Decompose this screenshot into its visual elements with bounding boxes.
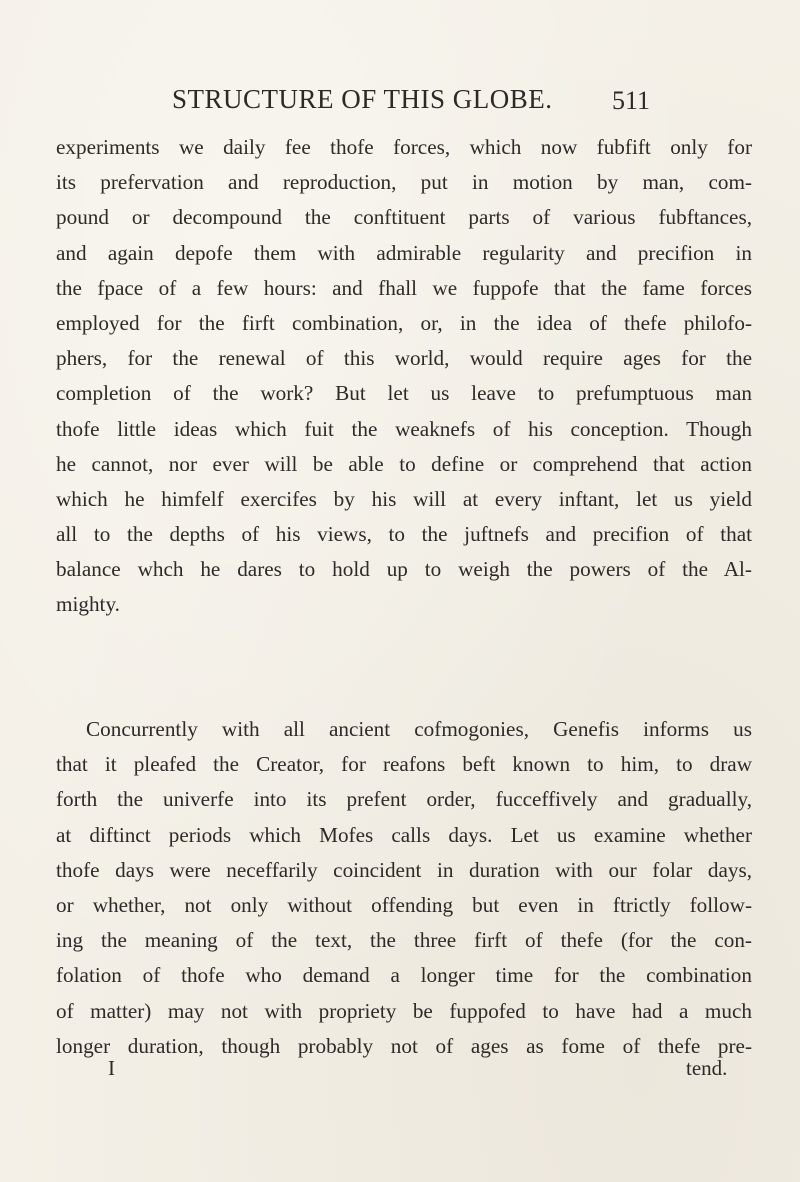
paragraph-2 [56,712,752,1064]
text-line: mighty. [56,592,120,617]
page-number: 511 [612,86,651,115]
text-line: of matter) may not with propriety be fuppofed to have had a much [56,998,752,1023]
text-line: Concurrently with all ancient cofmogonies, Genefis informs us [86,717,752,741]
text-line: its prefervation and reproduction, put in motion by man, com- [56,170,752,195]
text-line: longer duration, though probably not of ages as fome of thefe pre- [56,1033,752,1058]
signature-mark: I [108,1056,115,1080]
text-line: experiments we daily fee thofe forces, which now fubfift only for [56,135,752,159]
paragraph-1 [56,130,752,623]
text-line: thofe little ideas which fuit the weaknefs of his conception. Though [56,416,752,441]
text-line: balance whch he dares to hold up to weigh the powers of the Al- [56,557,752,582]
running-title: STRUCTURE OF THIS GLOBE. [172,84,553,114]
text-line: folation of thofe who demand a longer time for the combination [56,963,752,988]
text-line: thofe days were neceffarily coincident in duration with our folar days, [56,857,752,882]
text-line: ing the meaning of the text, the three firft of thefe (for the con- [56,928,752,953]
text-line: or whether, not only without offending but even in ftrictly follow- [56,892,752,917]
text-line: phers, for the renewal of this world, would require ages for the [56,346,752,371]
text-line: pound or decompound the conftituent parts of various fubftances, [56,205,752,230]
text-line: he cannot, nor ever will be able to define or comprehend that action [56,451,752,476]
page-footer [0,1050,800,1086]
text-line: completion of the work? But let us leave to prefumptuous man [56,381,752,406]
text-line: forth the univerfe into its prefent order, fucceffively and gradually, [56,787,752,812]
text-line: which he himfelf exercifes by his will at every inftant, let us yield [56,486,752,511]
text-line: the fpace of a few hours: and fhall we fuppofe that the fame forces [56,275,752,300]
text-line: and again depofe them with admirable regularity and precifion in [56,240,752,265]
catchword: tend. [686,1056,728,1080]
text-line: employed for the firft combination, or, in the idea of thefe philofo- [56,310,752,335]
text-line: that it pleafed the Creator, for reafons beft known to him, to draw [56,752,752,777]
text-line: at diftinct periods which Mofes calls days. Let us examine whether [56,822,752,847]
text-line: all to the depths of his views, to the juftnefs and precifion of that [56,522,752,547]
